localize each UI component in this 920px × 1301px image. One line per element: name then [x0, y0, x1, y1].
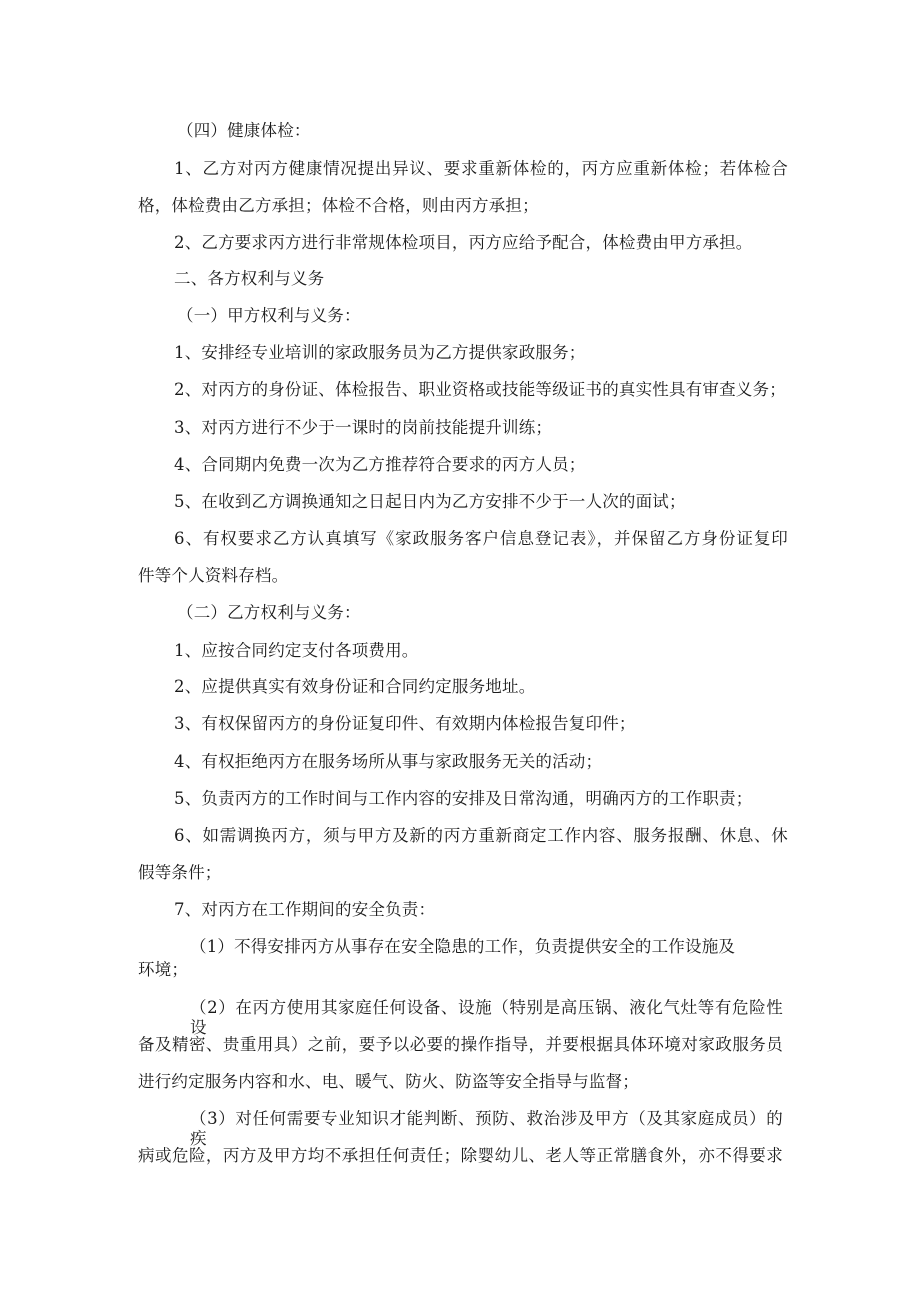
paragraph-line: 格，体检费由乙方承担；体检不合格，则由丙方承担；	[138, 196, 539, 215]
paragraph-line: 备及精密、贵重用具）之前，要予以必要的操作指导，并要根据具体环境对家政服务员	[138, 1035, 783, 1054]
paragraph-line: 环境；	[138, 960, 189, 979]
paragraph-line: 假等条件；	[138, 863, 222, 882]
subsection-heading-party-a: （一）甲方权利与义务：	[177, 306, 361, 325]
paragraph-line: 1、乙方对丙方健康情况提出异议、要求重新体检的，丙方应重新体检；若体检合	[174, 159, 788, 178]
paragraph-line: 2、对丙方的身份证、体检报告、职业资格或技能等级证书的真实性具有审查义务；	[174, 380, 786, 399]
paragraph-line: （1）不得安排丙方从事存在安全隐患的工作，负责提供安全的工作设施及	[190, 937, 736, 956]
paragraph-line: 4、合同期内免费一次为乙方推荐符合要求的丙方人员；	[174, 455, 586, 474]
paragraph-line: 6、有权要求乙方认真填写《家政服务客户信息登记表》，并保留乙方身份证复印	[174, 529, 788, 548]
section-heading-health-check: （四）健康体检：	[177, 121, 311, 140]
paragraph-line: 2、乙方要求丙方进行非常规体检项目，丙方应给予配合，体检费由甲方承担。	[174, 233, 753, 252]
paragraph-line: 病或危险，丙方及甲方均不承担任何责任；除婴幼儿、老人等正常膳食外，亦不得要求	[138, 1146, 783, 1165]
paragraph-line: （3）对任何需要专业知识才能判断、预防、救治涉及甲方（及其家庭成员）的疾	[190, 1109, 783, 1148]
paragraph-line: 件等个人资料存档。	[138, 566, 289, 585]
paragraph-line: 1、安排经专业培训的家政服务员为乙方提供家政服务；	[174, 343, 586, 362]
paragraph-line: 7、对丙方在工作期间的安全负责：	[174, 900, 436, 919]
paragraph-line: 进行约定服务内容和水、电、暖气、防火、防盗等安全指导与监督；	[138, 1072, 639, 1091]
paragraph-line: 5、在收到乙方调换通知之日起日内为乙方安排不少于一人次的面试；	[174, 492, 686, 511]
subsection-heading-party-b: （二）乙方权利与义务：	[177, 603, 361, 622]
paragraph-line: 5、负责丙方的工作时间与工作内容的安排及日常沟通，明确丙方的工作职责；	[174, 789, 753, 808]
paragraph-line: 1、应按合同约定支付各项费用。	[174, 641, 419, 660]
paragraph-line: 2、应提供真实有效身份证和合同约定服务地址。	[174, 677, 536, 696]
paragraph-line: 6、如需调换丙方，须与甲方及新的丙方重新商定工作内容、服务报酬、休息、休	[174, 826, 788, 845]
section-heading-rights-obligations: 二、各方权利与义务	[174, 269, 325, 288]
paragraph-line: （2）在丙方使用其家庭任何设备、设施（特别是高压锅、液化气灶等有危险性设	[190, 998, 783, 1037]
paragraph-line: 3、有权保留丙方的身份证复印件、有效期内体检报告复印件；	[174, 714, 636, 733]
paragraph-line: 4、有权拒绝丙方在服务场所从事与家政服务无关的活动；	[174, 752, 603, 771]
paragraph-line: 3、对丙方进行不少于一课时的岗前技能提升训练；	[174, 418, 553, 437]
